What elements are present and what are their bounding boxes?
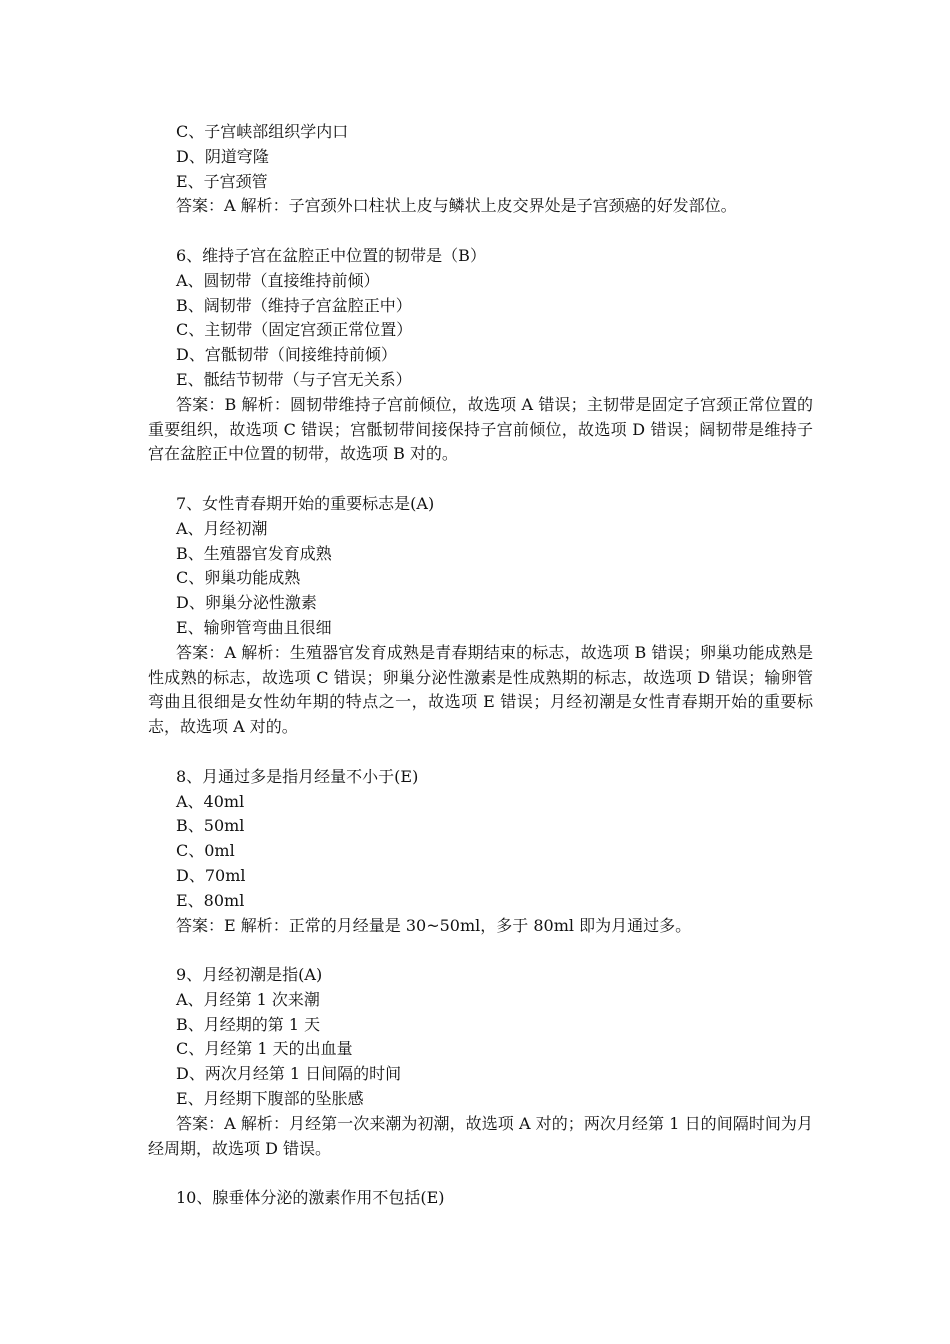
answer-explanation: 答案：A 解析：生殖器官发育成熟是青春期结束的标志，故选项 B 错误；卵巢功能成熟是性成熟的标志，故选项 C 错误；卵巢分泌性激素是性成熟期的标志，故选项 D 错误；输卵管弯曲且很细是女性幼年期的特点之一，故选项 E 错误；月经初潮是女性青春期开始的重要标志，故选项 A 对的。 xyxy=(148,642,813,737)
option-e: E、80ml xyxy=(176,890,245,910)
option-b: B、生殖器官发育成熟 xyxy=(176,543,332,563)
option-c: C、卵巢功能成熟 xyxy=(176,568,301,588)
option-a: A、月经第 1 次来潮 xyxy=(176,989,320,1009)
spacer xyxy=(0,219,950,244)
answer-explanation: 答案：A 解析：子宫颈外口柱状上皮与鳞状上皮交界处是子宫颈癌的好发部位。 xyxy=(176,196,737,216)
option-d: D、阴道穹隆 xyxy=(176,146,269,166)
spacer xyxy=(0,938,950,963)
question-7-section xyxy=(0,492,950,740)
option-c: C、0ml xyxy=(176,841,235,861)
spacer xyxy=(0,740,950,765)
option-e: E、骶结节韧带（与子宫无关系） xyxy=(176,369,412,389)
answer-explanation: 答案：A 解析：月经第一次来潮为初潮，故选项 A 对的；两次月经第 1 日的间隔时间为月经周期，故选项 D 错误。 xyxy=(148,1113,813,1158)
spacer xyxy=(0,467,950,492)
option-a: A、月经初潮 xyxy=(176,518,268,538)
option-d: D、两次月经第 1 日间隔的时间 xyxy=(176,1064,402,1084)
option-d: D、卵巢分泌性激素 xyxy=(176,593,317,613)
option-d: D、宫骶韧带（间接维持前倾） xyxy=(176,345,397,365)
question-text: 6、维持子宫在盆腔正中位置的韧带是（B） xyxy=(176,245,486,265)
option-c: C、子宫峡部组织学内口 xyxy=(176,122,349,141)
question-5-section xyxy=(0,120,950,219)
question-text: 9、月经初潮是指(A) xyxy=(176,965,323,985)
option-e: E、月经期下腹部的坠胀感 xyxy=(176,1089,364,1109)
question-8-section xyxy=(0,765,950,939)
option-e: E、输卵管弯曲且很细 xyxy=(176,617,332,637)
option-b: B、月经期的第 1 天 xyxy=(176,1014,321,1034)
question-text: 10、腺垂体分泌的激素作用不包括(E) xyxy=(176,1188,445,1208)
option-b: B、50ml xyxy=(176,816,245,836)
option-a: A、圆韧带（直接维持前倾） xyxy=(176,270,380,290)
option-a: A、40ml xyxy=(176,791,245,811)
question-text: 8、月通过多是指月经量不小于(E) xyxy=(176,766,419,786)
question-9-section xyxy=(0,963,950,1161)
question-text: 7、女性青春期开始的重要标志是(A) xyxy=(176,493,435,513)
spacer xyxy=(0,1161,950,1186)
answer-explanation: 答案：B 解析：圆韧带维持子宫前倾位，故选项 A 错误；主韧带是固定子宫颈正常位置的重要组织，故选项 C 错误；宫骶韧带间接保持子宫前倾位，故选项 D 错误；阔韧带是维持子宫在盆腔正中位置的韧带，故选项 B 对的。 xyxy=(148,394,813,464)
question-10-section xyxy=(0,1186,950,1211)
question-6-section xyxy=(0,244,950,467)
option-c: C、月经第 1 天的出血量 xyxy=(176,1039,353,1059)
option-c: C、主韧带（固定宫颈正常位置） xyxy=(176,320,413,340)
option-e: E、子宫颈管 xyxy=(176,171,268,191)
option-d: D、70ml xyxy=(176,865,246,885)
option-b: B、阔韧带（维持子宫盆腔正中） xyxy=(176,295,412,315)
answer-explanation: 答案：E 解析：正常的月经量是 30~50ml，多于 80ml 即为月通过多。 xyxy=(176,915,692,935)
